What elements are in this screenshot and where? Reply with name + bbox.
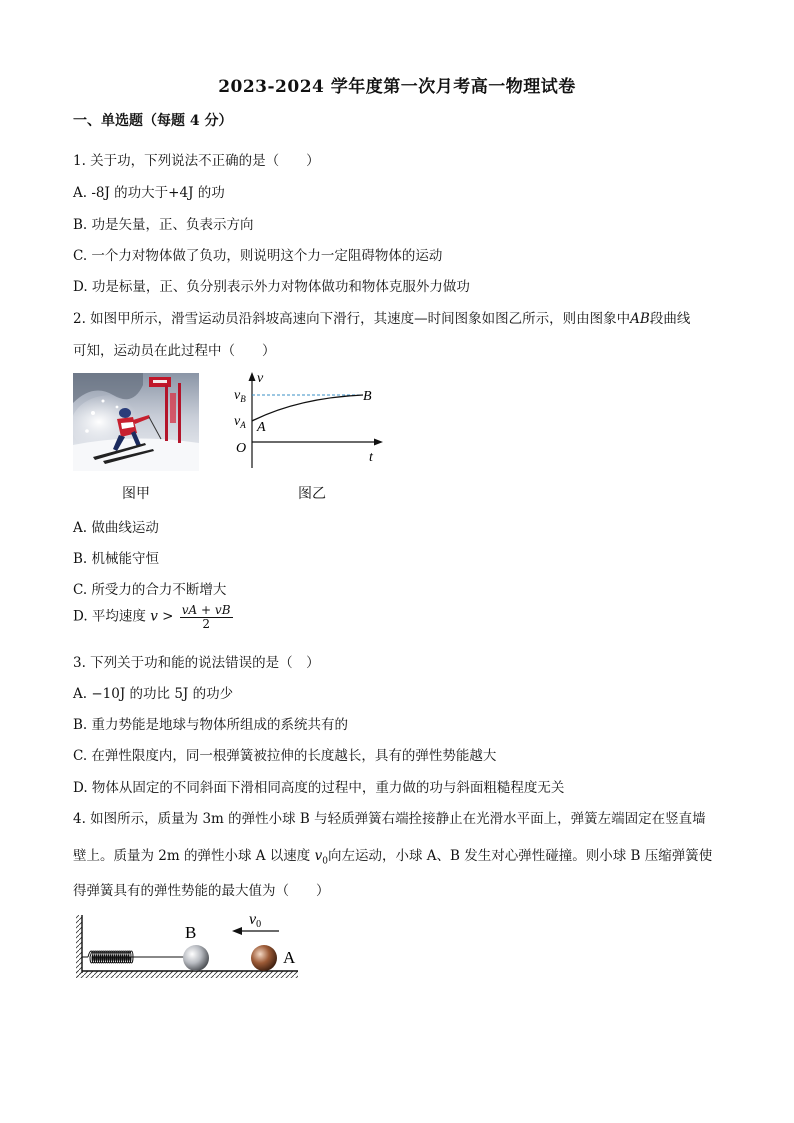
q2-stem-line1 <box>73 307 690 327</box>
graph-t-arrow <box>374 439 383 446</box>
velocity-arrow-head <box>232 927 242 935</box>
q2-option-d-gt: > <box>157 608 178 625</box>
q2-stem-text: 2. 如图甲所示，滑雪运动员沿斜坡高速向下滑行，其速度—时间图象如图乙所示，则由图象中 <box>73 311 631 327</box>
graph-v-arrow <box>249 372 256 381</box>
page-title: 2023-2024 学年度第一次月考高一物理试卷 <box>218 77 576 97</box>
q3-option-d: D. 物体从固定的不同斜面下滑相同高度的过程中，重力做的功与斜面粗糙程度无关 <box>73 780 565 796</box>
q2-option-d <box>73 604 233 630</box>
q2-option-d-v: v <box>150 608 158 625</box>
figure-1-caption: 图甲 <box>122 486 150 502</box>
spring-balls-figure <box>74 905 304 985</box>
q3-option-a: A. −10J 的功比 5J 的功少 <box>73 686 234 702</box>
ball-b <box>183 945 209 971</box>
figure-2-caption: 图乙 <box>298 486 326 502</box>
ball-a <box>251 945 277 971</box>
q4-stem-line2-b: 向左运动，小球 A、B 发生对心弹性碰撞。则小球 B 压缩弹簧使 <box>327 848 713 864</box>
graph-point-b: B <box>363 389 372 404</box>
q2-option-b: B. 机械能守恒 <box>73 551 160 567</box>
q2-stem-line2: 可知，运动员在此过程中（ ） <box>73 343 276 359</box>
fraction-denominator: 2 <box>202 616 210 631</box>
q4-stem-line2 <box>73 844 712 867</box>
q3-option-c: C. 在弹性限度内，同一根弹簧被拉伸的长度越长，具有的弹性势能越大 <box>73 748 497 764</box>
average-velocity-fraction <box>180 604 233 630</box>
graph-label-origin: O <box>236 441 247 456</box>
floor-hatch <box>76 971 298 978</box>
q3-option-b: B. 重力势能是地球与物体所组成的系统共有的 <box>73 717 349 733</box>
q2-stem-ab: AB <box>630 311 650 327</box>
graph-label-t: t <box>369 450 373 465</box>
q2-option-c: C. 所受力的合力不断增大 <box>73 582 227 598</box>
graph-ab-curve <box>252 395 363 421</box>
q1-option-c: C. 一个力对物体做了负功，则说明这个力一定阻碍物体的运动 <box>73 248 443 264</box>
q4-stem-line3: 得弹簧具有的弹性势能的最大值为（ ） <box>73 883 330 899</box>
graph-point-a: A <box>257 420 266 435</box>
spring-coil <box>82 951 184 963</box>
graph-label-v: v <box>257 371 264 386</box>
section-heading: 一、单选题（每题 4 分） <box>73 113 233 129</box>
q3-stem: 3. 下列关于功和能的说法错误的是（ ） <box>73 655 320 671</box>
label-ball-b: B <box>185 923 197 942</box>
skier-photo <box>73 373 199 471</box>
q2-option-a: A. 做曲线运动 <box>73 520 159 536</box>
q1-option-d: D. 功是标量，正、负分别表示外力对物体做功和物体克服外力做功 <box>73 279 470 295</box>
graph-label-vb: $v_B$ <box>234 388 246 404</box>
q2-stem-tail: 段曲线 <box>649 311 691 327</box>
fraction-numerator: vA + vB <box>181 603 231 617</box>
q4-stem-line2-a: 壁上。质量为 2m 的弹性小球 A 以速度 <box>73 848 315 864</box>
wall-hatch <box>76 915 82 977</box>
q4-stem-line1: 4. 如图所示，质量为 3m 的弹性小球 B 与轻质弹簧右端拴接静止在光滑水平面上，弹簧左端固定在竖直墙 <box>73 811 706 827</box>
q4-stem-v0-sub: 0 <box>322 856 328 867</box>
velocity-time-graph <box>228 368 388 468</box>
graph-label-va: $v_A$ <box>234 414 246 430</box>
q1-option-b: B. 功是矢量，正、负表示方向 <box>73 217 254 233</box>
q1-stem: 1. 关于功，下列说法不正确的是（ ） <box>73 153 320 169</box>
label-ball-a: A <box>283 948 296 967</box>
q4-stem-v0: v <box>314 848 323 864</box>
q1-option-a: A. -8J 的功大于+4J 的功 <box>73 185 225 201</box>
label-v0: v0 <box>249 911 262 930</box>
q2-option-d-prefix: D. 平均速度 <box>73 608 146 625</box>
